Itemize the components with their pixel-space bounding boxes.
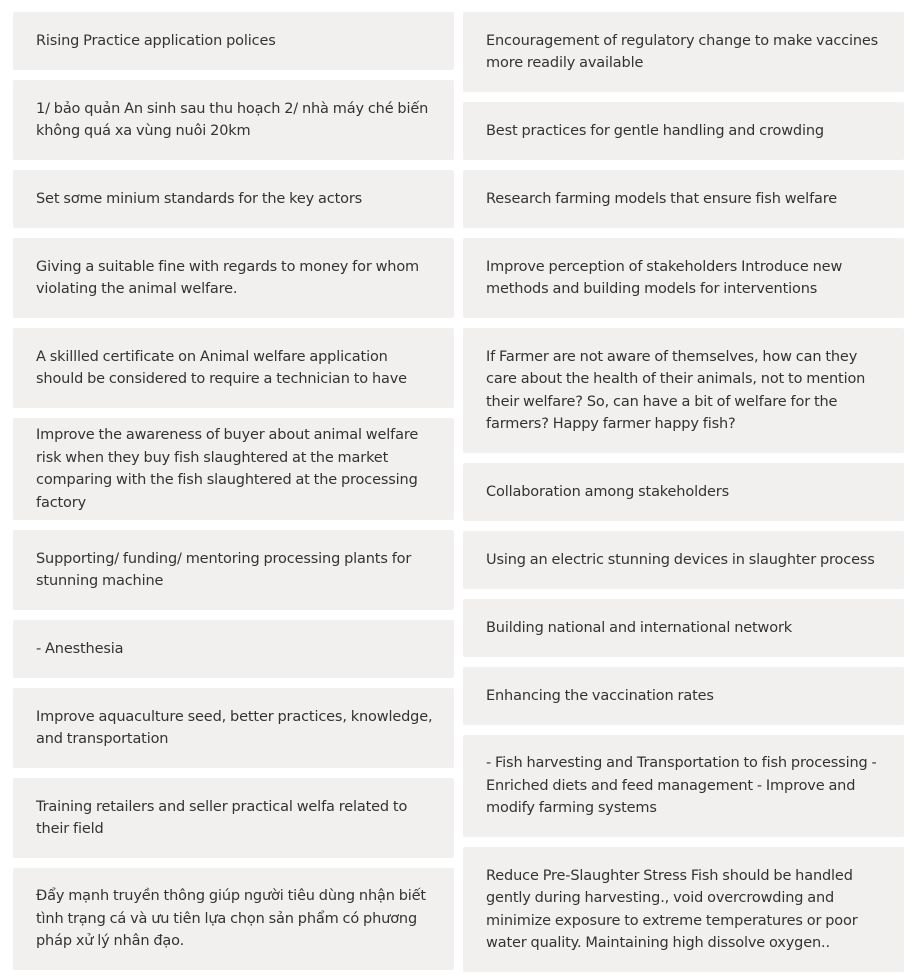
response-board <box>13 12 904 972</box>
response-card[interactable] <box>13 170 454 228</box>
response-card[interactable] <box>463 531 904 589</box>
response-card[interactable] <box>463 599 904 657</box>
response-card[interactable] <box>13 328 454 408</box>
response-card[interactable] <box>463 328 904 453</box>
response-text: Giving a suitable fine with regards to money for whom violating the animal welfare. <box>36 258 420 297</box>
response-card[interactable] <box>13 530 454 610</box>
response-card[interactable] <box>13 688 454 768</box>
response-card[interactable] <box>463 735 904 837</box>
response-card[interactable] <box>463 463 904 521</box>
response-card[interactable] <box>13 12 454 70</box>
response-text: Enhancing the vaccination rates <box>486 687 714 704</box>
response-text: Supporting/ funding/ mentoring processing plants for stunning machine <box>36 550 412 589</box>
response-card[interactable] <box>13 868 454 970</box>
response-text: A skillled certificate on Animal welfare application should be considered to require a technician to have <box>36 348 407 387</box>
response-text: Đẩy mạnh truyền thông giúp người tiêu dùng nhận biết tình trạng cá và ưu tiên lựa chọn sản phẩm có phương pháp xử lý nhân đạo. <box>36 888 426 950</box>
response-card[interactable] <box>463 102 904 160</box>
response-text: Set sơme minium standards for the key actors <box>36 190 363 207</box>
response-card[interactable] <box>13 238 454 318</box>
response-text: Collaboration among stakeholders <box>486 483 729 500</box>
left-column <box>13 12 454 972</box>
response-text: Improve aquaculture seed, better practices, knowledge, and transportation <box>36 708 433 747</box>
response-text: Reduce Pre-Slaughter Stress Fish should be handled gently during harvesting., void overcrowding and minimize exposure to extreme temperatures or poor water quality. Maintaining high dissolve oxygen.. <box>486 867 858 951</box>
response-card[interactable] <box>463 847 904 972</box>
response-card[interactable] <box>13 80 454 160</box>
response-text: Research farming models that ensure fish welfare <box>486 190 838 207</box>
response-text: Best practices for gentle handling and crowding <box>486 122 824 139</box>
response-text: Building national and international network <box>486 619 793 636</box>
response-card[interactable] <box>13 778 454 858</box>
response-text: - Fish harvesting and Transportation to fish processing - Enriched diets and feed management - Improve and modify farming systems <box>486 755 877 817</box>
response-text: - Anesthesia <box>36 640 124 657</box>
response-card[interactable] <box>463 238 904 318</box>
response-text: Improve the awareness of buyer about animal welfare risk when they buy fish slaughtered at the market comparing with the fish slaughtered at the processing factory <box>36 427 419 511</box>
response-text: Using an electric stunning devices in slaughter process <box>486 551 875 568</box>
response-card[interactable] <box>463 667 904 725</box>
right-column <box>463 12 904 972</box>
response-card[interactable] <box>463 170 904 228</box>
response-card[interactable] <box>13 418 454 520</box>
response-text: If Farmer are not aware of themselves, how can they care about the health of their animals, not to mention their welfare? So, can have a bit of welfare for the farmers? Happy farmer happy fish? <box>486 348 866 432</box>
response-card[interactable] <box>13 620 454 678</box>
response-text: Rising Practice application polices <box>36 32 276 49</box>
response-text: Training retailers and seller practical welfa related to their field <box>36 798 408 837</box>
response-text: Encouragement of regulatory change to make vaccines more readily available <box>486 32 879 71</box>
response-text: 1/ bảo quản An sinh sau thu hoạch 2/ nhà máy ché biến không quá xa vùng nuôi 20km <box>36 100 429 139</box>
response-card[interactable] <box>463 12 904 92</box>
response-text: Improve perception of stakeholders Introduce new methods and building models for interventions <box>486 258 843 297</box>
